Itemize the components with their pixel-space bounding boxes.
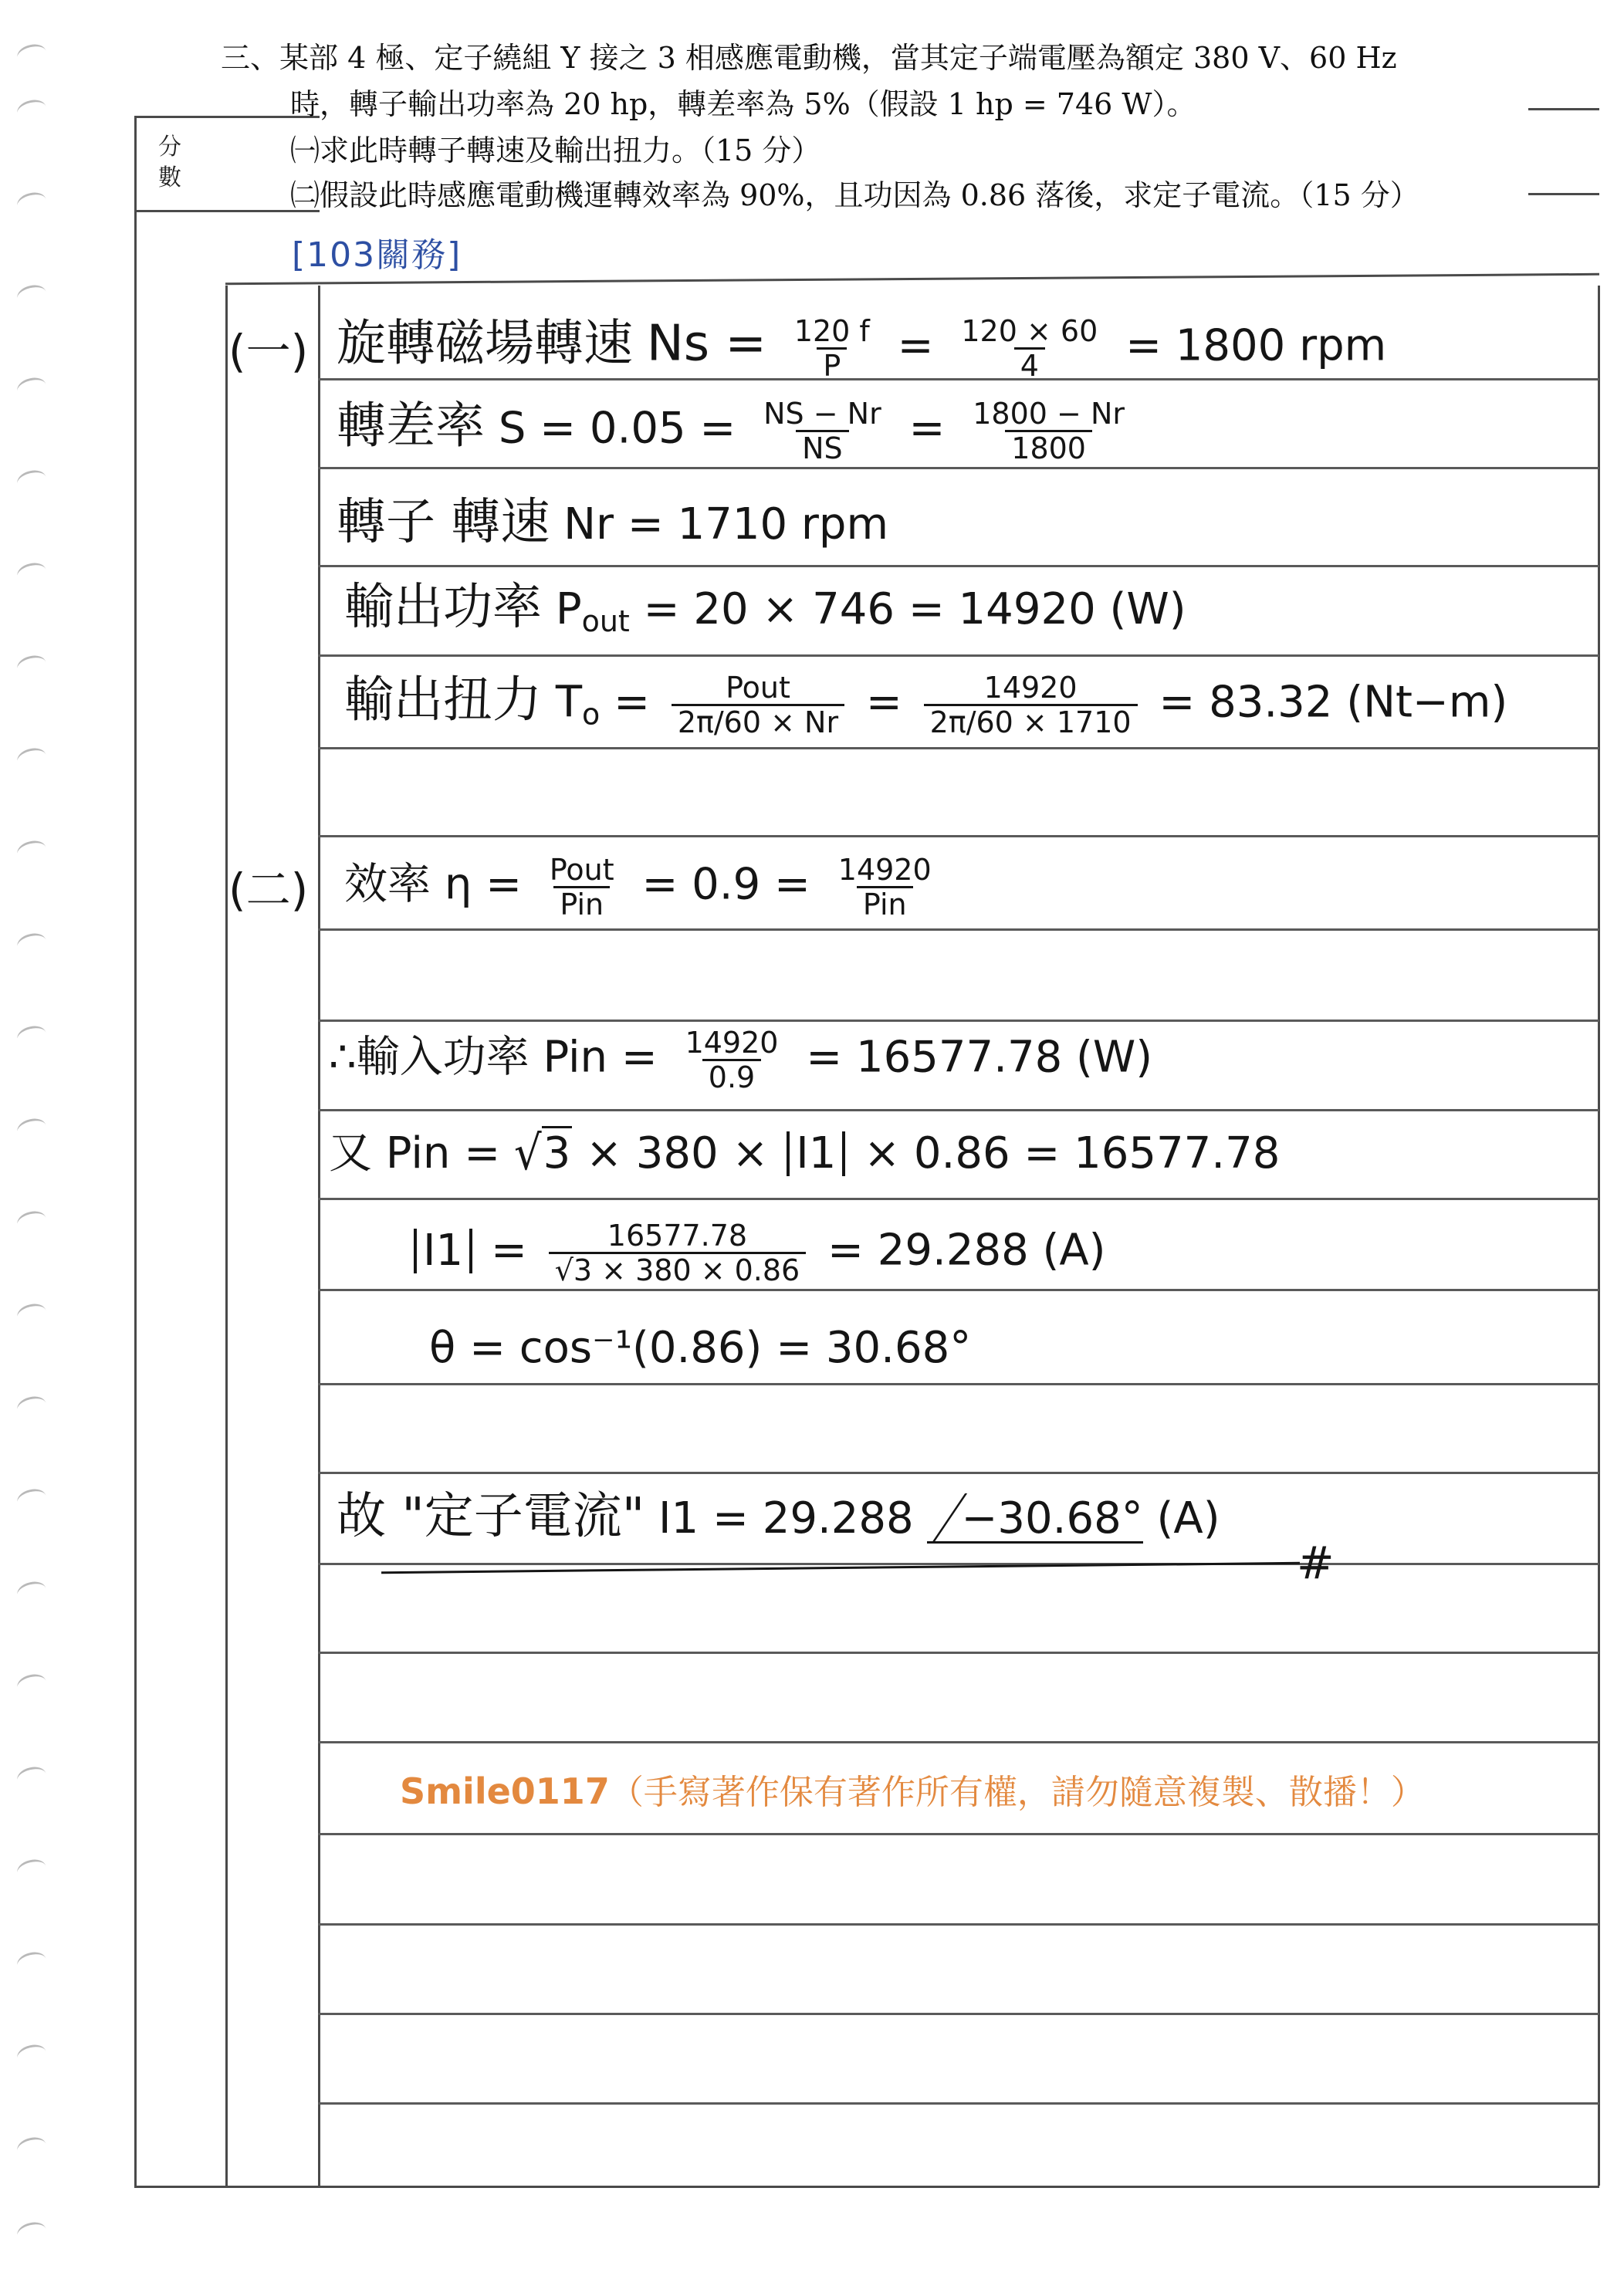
binding-hole	[15, 1023, 49, 1049]
ruled-line	[318, 1472, 1599, 1474]
question-line-2: 時，轉子輸出功率為 20 hp，轉差率為 5%（假設 1 hp = 746 W）。	[290, 87, 1196, 121]
copyright-watermark	[400, 1764, 1425, 1814]
pin-equation-tail: × 0.86 = 16577.78	[864, 1128, 1281, 1178]
binding-hole	[15, 1394, 49, 1419]
header-right-tick	[1528, 108, 1599, 110]
current-magnitude-fraction	[549, 1219, 807, 1287]
efficiency-fraction-2	[832, 854, 938, 921]
fraction-numerator: 16577.78	[607, 1219, 748, 1253]
ruled-line	[318, 1923, 1599, 1926]
sheet-inner-left-border	[318, 286, 320, 2186]
current-magnitude: I1	[414, 1229, 472, 1273]
end-mark: #	[1297, 1537, 1335, 1589]
question-part-2: ㈡假設此時感應電動機運轉效率為 90%，且功因為 0.86 落後，求定子電流。（15 分）	[290, 178, 1419, 212]
output-power-symbol: P	[555, 584, 582, 634]
slip-label: 轉差率	[337, 397, 485, 455]
torque-symbol: T	[555, 677, 583, 728]
torque-fraction-1	[672, 671, 844, 739]
question-part-1: ㈠求此時轉子轉速及輸出扭力。（15 分）	[290, 134, 821, 167]
equals-sign: =	[865, 677, 902, 728]
binding-hole	[15, 1209, 49, 1234]
conclusion-symbol: I1 =	[658, 1493, 749, 1544]
ruled-line	[318, 1652, 1599, 1654]
binding-hole	[15, 282, 49, 308]
binding-hole	[15, 1116, 49, 1141]
phasor-angle	[927, 1493, 1143, 1544]
ruled-line	[318, 1198, 1599, 1200]
binding-hole	[15, 838, 49, 864]
fraction-numerator: 1800 − Nr	[973, 397, 1125, 431]
slip-fraction-2	[966, 397, 1131, 465]
conclusion-line	[337, 1490, 1220, 1546]
ruled-line	[318, 835, 1599, 837]
fraction-numerator: Pout	[726, 671, 790, 705]
binding-hole	[15, 1579, 49, 1605]
sheet-right-border	[1598, 286, 1600, 2186]
sync-speed-line	[337, 315, 1386, 382]
output-power-expression: = 20 × 746 = 14920 (W)	[643, 584, 1186, 634]
sync-speed-fraction-2	[955, 315, 1104, 382]
part-1-marker: (一)	[228, 325, 309, 377]
pin-equation-line	[329, 1127, 1280, 1181]
pin-equation-prefix: 又 Pin =	[329, 1128, 501, 1178]
efficiency-line	[344, 854, 946, 921]
binding-hole	[15, 42, 49, 67]
ruled-line	[318, 928, 1599, 931]
square-root	[514, 1127, 572, 1181]
slip-symbol: S = 0.05 =	[498, 403, 736, 454]
current-magnitude-line	[409, 1219, 1106, 1287]
torque-fraction-2	[924, 671, 1138, 739]
ruled-line	[318, 2013, 1599, 2015]
input-power-label: ∴輸入功率	[329, 1032, 529, 1083]
ruled-line	[318, 747, 1599, 749]
binding-hole	[15, 2135, 49, 2160]
fraction-denominator: NS	[796, 430, 849, 465]
fraction-denominator: 2π/60 × Nr	[672, 704, 844, 739]
score-label: 數	[158, 164, 181, 191]
torque-label: 輸出扭力	[344, 671, 542, 729]
torque-result: = 83.32 (Nt−m)	[1159, 677, 1508, 728]
input-power-symbol: Pin =	[543, 1032, 658, 1083]
binding-hole	[15, 746, 49, 771]
efficiency-middle: = 0.9 =	[641, 859, 810, 910]
fraction-denominator: √3 × 380 × 0.86	[549, 1252, 807, 1287]
fraction-numerator: Pout	[549, 853, 614, 887]
fraction-denominator: 4	[1014, 347, 1045, 382]
output-power-label: 輸出功率	[344, 579, 542, 636]
output-power-line	[344, 580, 1186, 648]
sync-speed-fraction-1	[788, 315, 876, 382]
binding-hole	[15, 2042, 49, 2068]
torque-line	[344, 671, 1507, 742]
part-2-marker: (二)	[228, 864, 309, 916]
binding-hole	[15, 97, 49, 123]
current-magnitude-result: = 29.288 (A)	[827, 1225, 1106, 1276]
sheet-bottom-border	[134, 2186, 1599, 2188]
binding-hole	[15, 1486, 49, 1512]
fraction-denominator: 2π/60 × 1710	[924, 704, 1138, 739]
binding-hole	[15, 1672, 49, 1697]
equals-sign: =	[614, 677, 651, 728]
fraction-numerator: 120 f	[793, 314, 870, 348]
efficiency-symbol: η =	[444, 859, 523, 910]
ruled-line	[318, 1289, 1599, 1291]
equals-sign: =	[908, 403, 946, 454]
binding-hole	[15, 468, 49, 493]
sync-speed-symbol: Ns =	[646, 315, 766, 373]
fraction-numerator: 14920	[837, 853, 932, 887]
ruled-line	[318, 467, 1599, 469]
equals-sign: =	[490, 1225, 527, 1276]
output-power-subscript: out	[581, 604, 630, 638]
conclusion-angle: −30.68°	[961, 1493, 1143, 1544]
binding-hole	[15, 1857, 49, 1882]
header-right-tick	[1528, 193, 1599, 195]
fraction-numerator: NS − Nr	[763, 397, 881, 431]
rotor-speed-label: 轉子 轉速	[337, 494, 550, 551]
source-tag: [103關務]	[292, 235, 462, 275]
watermark-notice: （手寫著作保有著作所有權，請勿隨意複製、散播！）	[609, 1773, 1425, 1812]
ruled-line	[318, 1109, 1599, 1111]
conclusion-magnitude: 29.288	[762, 1493, 914, 1544]
pin-equation-middle: × 380 ×	[586, 1128, 769, 1178]
radical-sign-icon: √	[513, 1125, 542, 1182]
fraction-denominator: 1800	[1005, 430, 1092, 465]
ruled-line	[318, 1833, 1599, 1835]
score-label: 分	[158, 134, 181, 161]
input-power-line	[329, 1026, 1152, 1094]
conclusion-label: 故 "定子電流"	[337, 1488, 645, 1545]
efficiency-fraction-1	[543, 854, 621, 921]
binding-hole	[15, 653, 49, 678]
ruled-line	[318, 654, 1599, 657]
angle-line: θ = cos⁻¹(0.86) = 30.68°	[429, 1323, 972, 1373]
slip-fraction-1	[757, 397, 888, 465]
binding-hole	[15, 375, 49, 401]
ruled-line	[318, 2102, 1599, 2105]
ruled-line	[318, 1383, 1599, 1385]
binding-hole	[15, 1764, 49, 1790]
binding-hole	[15, 931, 49, 956]
binding-hole	[15, 560, 49, 586]
slip-line	[337, 397, 1138, 465]
rotor-speed-expression: Nr = 1710 rpm	[563, 499, 889, 549]
fraction-numerator: 120 × 60	[961, 314, 1098, 348]
fraction-denominator: P	[817, 347, 847, 382]
radicand: 3	[542, 1126, 573, 1178]
ruled-line	[318, 565, 1599, 567]
watermark-brand: Smile0117	[400, 1770, 610, 1812]
fraction-numerator: 14920	[685, 1026, 779, 1060]
binding-hole	[15, 2220, 49, 2245]
equals-sign: =	[897, 320, 934, 371]
sync-speed-label: 旋轉磁場轉速	[337, 315, 633, 373]
binding-hole	[15, 1301, 49, 1327]
rotor-speed-line	[337, 495, 888, 552]
sheet-margin-line	[225, 286, 228, 2186]
ruled-line	[318, 1741, 1599, 1743]
fraction-denominator: 0.9	[702, 1059, 761, 1094]
binding-hole	[15, 1949, 49, 1975]
current-magnitude: I1	[787, 1131, 845, 1176]
input-power-result: = 16577.78 (W)	[806, 1032, 1153, 1083]
efficiency-label: 效率	[344, 859, 431, 910]
binding-hole	[15, 190, 49, 215]
fraction-denominator: Pin	[553, 886, 610, 921]
fraction-numerator: 14920	[983, 671, 1078, 705]
sheet-outer-left-border	[134, 116, 137, 2186]
conclusion-unit: (A)	[1156, 1493, 1220, 1544]
question-line-1: 三、某部 4 極、定子繞組 Y 接之 3 相感應電動機，當其定子端電壓為額定 380 V、60 Hz	[221, 41, 1397, 75]
sync-speed-result: = 1800 rpm	[1125, 320, 1387, 371]
fraction-denominator: Pin	[857, 886, 913, 921]
torque-subscript: o	[582, 697, 601, 732]
input-power-fraction	[679, 1026, 785, 1094]
ruled-line	[318, 1020, 1599, 1022]
